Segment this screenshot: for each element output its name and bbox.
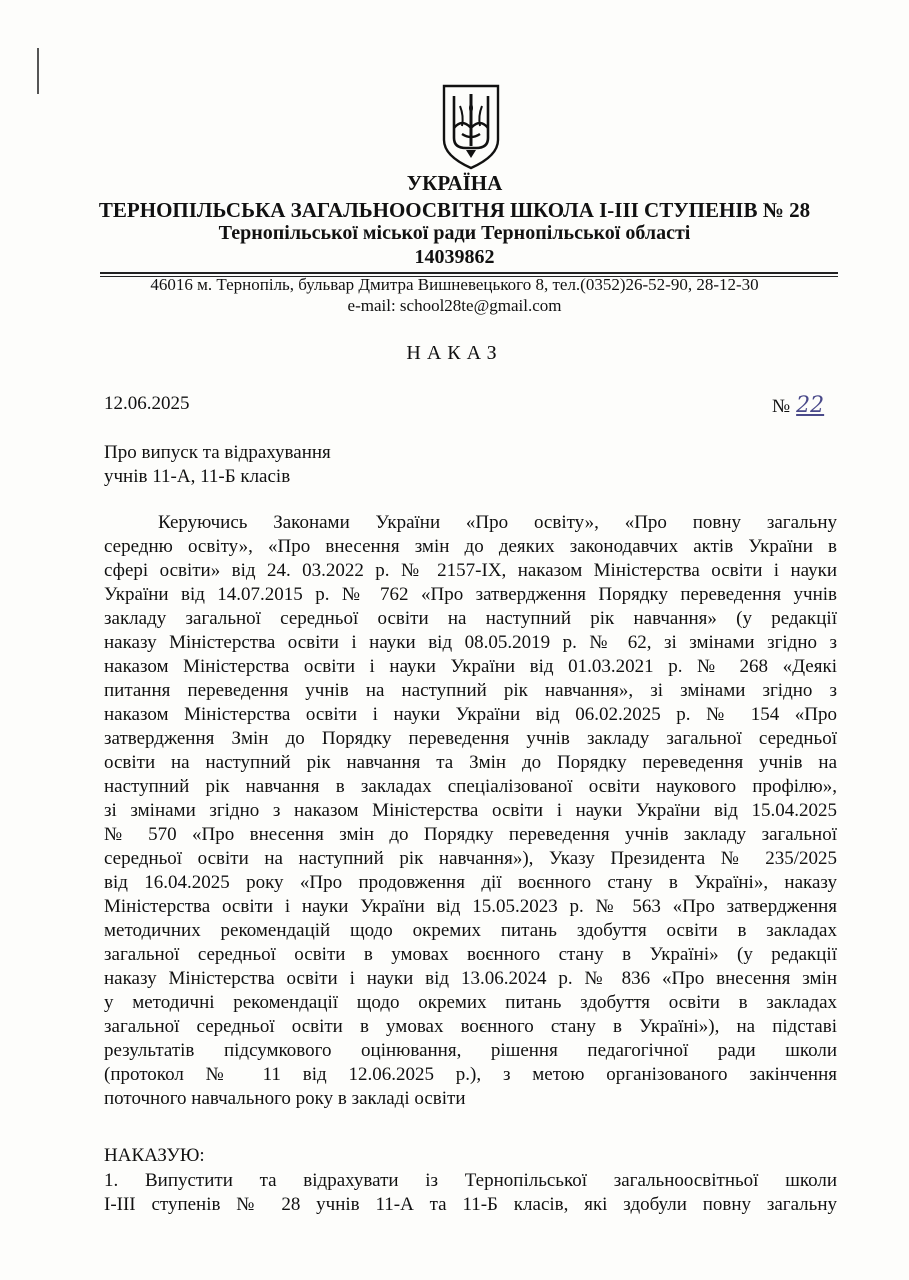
order-item-line: І-ІІІ ступенів № 28 учнів 11-А та 11-Б класів, які здобули повну загальну xyxy=(104,1194,837,1215)
body-line: сфері освіти» від 24. 03.2022 р. № 2157-ІХ, наказом Міністерства освіти і науки xyxy=(104,560,837,581)
scan-edge-mark xyxy=(37,48,39,94)
order-number-label: № xyxy=(772,396,791,417)
order-heading: НАКАЗУЮ: xyxy=(104,1145,205,1166)
country-heading: УКРАЇНА xyxy=(406,171,503,195)
body-line: освіти на наступний рік навчання та Змін до Порядку переведення учнів на xyxy=(104,752,837,773)
order-number xyxy=(772,393,824,418)
body-line: середньої освіти на наступний рік навчання»), Указу Президента № 235/2025 xyxy=(104,848,837,869)
body-line: Керуючись Законами України «Про освіту», «Про повну загальну xyxy=(158,512,837,533)
subject-line: Про випуск та відрахування xyxy=(104,442,331,463)
body-line: середню освіту», «Про внесення змін до деяких законодавчих актів України в xyxy=(104,536,837,557)
body-line: наказом Міністерства освіти і науки України від 01.03.2021 р. № 268 «Деякі xyxy=(104,656,837,677)
trident-coat-of-arms-icon xyxy=(440,82,502,170)
document-title: НАКАЗ xyxy=(406,342,503,364)
body-line: у методичні рекомендації щодо окремих питань здобуття освіти в закладах xyxy=(104,992,837,1013)
body-line: від 16.04.2025 року «Про продовження дії воєнного стану в Україні», наказу xyxy=(104,872,837,893)
order-number-handwritten: 22 xyxy=(796,393,825,418)
body-line: наказу Міністерства освіти і науки від 13.06.2024 р. № 836 «Про внесення змін xyxy=(104,968,837,989)
body-line: України від 14.07.2015 р. № 762 «Про затвердження Порядку переведення учнів xyxy=(104,584,837,605)
body-line: Міністерства освіти і науки України від 15.05.2023 р. № 563 «Про затвердження xyxy=(104,896,837,917)
header-divider xyxy=(100,272,838,274)
body-line: поточного навчального року в закладі освіти xyxy=(104,1088,466,1109)
body-line: затвердження Змін до Порядку переведення учнів закладу загальної середньої xyxy=(104,728,837,749)
school-name: ТЕРНОПІЛЬСЬКА ЗАГАЛЬНООСВІТНЯ ШКОЛА І-ІІІ СТУПЕНІВ № 28 xyxy=(98,198,811,222)
order-item-line: 1. Випустити та відрахувати із Тернопільської загальноосвітньої школи xyxy=(104,1170,837,1191)
order-date: 12.06.2025 xyxy=(104,393,190,414)
body-line: загальної середньої освіти в умовах воєнного стану в Україні»), на підставі xyxy=(104,1016,837,1037)
body-line: закладу загальної середньої освіти на наступний рік навчання» (у редакції xyxy=(104,608,837,629)
body-line: питання переведення учнів на наступний рік навчання», зі змінами згідно з xyxy=(104,680,837,701)
school-address: 46016 м. Тернопіль, бульвар Дмитра Вишневецького 8, тел.(0352)26-52-90, 28-12-30 xyxy=(150,275,759,294)
council-name: Тернопільської міської ради Тернопільської області xyxy=(218,222,691,244)
subject-line: учнів 11-А, 11-Б класів xyxy=(104,466,291,487)
body-line: зі змінами згідно з наказом Міністерства освіти і науки України від 15.04.2025 xyxy=(104,800,837,821)
body-line: результатів підсумкового оцінювання, рішення педагогічної ради школи xyxy=(104,1040,837,1061)
body-line: № 570 «Про внесення змін до Порядку переведення учнів закладу загальної xyxy=(104,824,837,845)
school-email: e-mail: school28te@gmail.com xyxy=(347,296,562,315)
body-line: методичних рекомендацій щодо окремих питань здобуття освіти в закладах xyxy=(104,920,837,941)
body-line: наказу Міністерства освіти і науки від 08.05.2019 р. № 62, зі змінами згідно з xyxy=(104,632,837,653)
body-line: наступний рік навчання в закладах спеціалізованої освіти наукового профілю», xyxy=(104,776,837,797)
order-subject xyxy=(104,441,331,489)
body-line: (протокол № 11 від 12.06.2025 р.), з метою організованого закінчення xyxy=(104,1064,837,1085)
institution-code: 14039862 xyxy=(414,246,495,268)
body-line: наказом Міністерства освіти і науки України від 06.02.2025 р. № 154 «Про xyxy=(104,704,837,725)
body-line: загальної середньої освіти в умовах воєнного стану в Україні» (у редакції xyxy=(104,944,837,965)
